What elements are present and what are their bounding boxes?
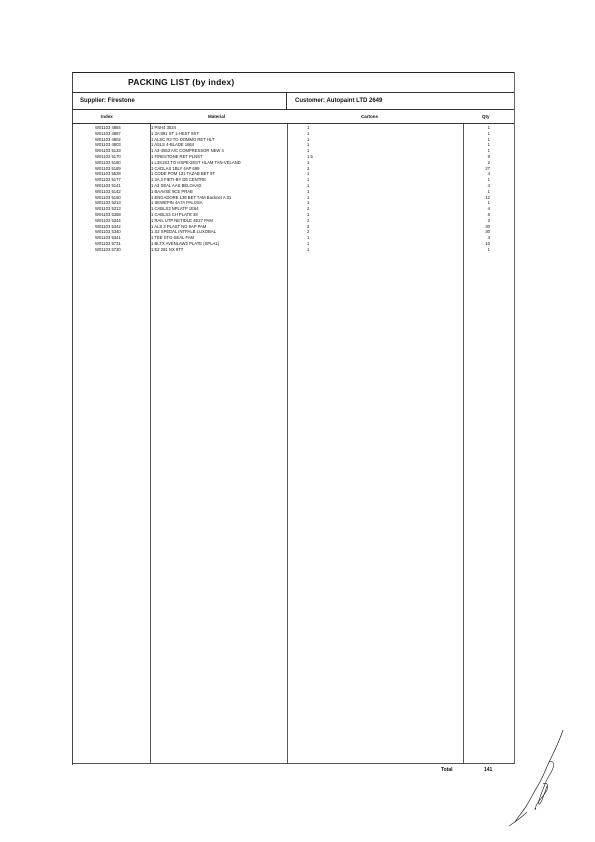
row-cartons: 1 (307, 142, 310, 148)
row-qty: 4 (487, 235, 490, 241)
row-index: W01103 5358 (95, 211, 121, 217)
row-cartons: 1 (307, 171, 310, 177)
total-label: Total (441, 767, 453, 773)
row-index: W01103 5170 (95, 153, 121, 159)
row-cartons: 2 (307, 165, 310, 171)
row-qty: 1 (487, 130, 490, 136)
row-cartons: 1 (307, 188, 310, 194)
row-index: W01103 5730 (95, 246, 121, 252)
packing-list-rows (0, 125, 595, 253)
row-index: W01103 5342 (95, 223, 121, 229)
row-index: W01103 4903 (95, 142, 121, 148)
row-index: W01103 5313 (95, 206, 121, 212)
row-index: W01103 5731 (95, 240, 121, 246)
row-qty: 9 (487, 153, 490, 159)
supplier-label: Supplier: Firestone (80, 98, 135, 104)
row-index: W01103 5528 (95, 171, 121, 177)
row-cartons: 1 (307, 148, 310, 154)
row-cartons: 1.5 (307, 153, 313, 159)
row-qty: 12 (485, 194, 490, 200)
customer-label: Customer: Autopaint LTD 2649 (295, 98, 383, 104)
row-qty: 1 (487, 177, 490, 183)
row-qty: 4 (487, 182, 490, 188)
signature-icon (505, 728, 575, 828)
row-qty: 30 (485, 229, 490, 235)
row-cartons: 1 (307, 130, 310, 136)
row-material: 1 E2 281 NX 9TT (151, 246, 184, 252)
row-qty: 1 (487, 148, 490, 154)
row-cartons: 1 (307, 240, 310, 246)
header-divider (72, 123, 514, 124)
row-qty: 1 (487, 200, 490, 206)
row-index: W01103 5141 (95, 182, 121, 188)
row-cartons: 1 (307, 200, 310, 206)
row-index: W01103 4884 (95, 125, 121, 130)
row-qty: 1 (487, 246, 490, 252)
row-material: 1 CODE POM 131 TAZAB BET 9T (151, 171, 215, 177)
row-material: 1 ALS 3 PLAST NG 9AP PAM (151, 223, 207, 229)
bottom-rule (72, 763, 514, 764)
row-cartons: 1 (307, 235, 310, 241)
row-material: 1 A3-4553 A/C COMPRESSOR NEW 4 (151, 148, 224, 154)
row-index: W01103 5344 (95, 217, 121, 223)
supplier-customer-divider (286, 92, 287, 109)
row-qty: 30 (485, 223, 490, 229)
row-material: 1 RAIL UTP NETIDLE 4E27 PAM (151, 217, 213, 223)
row-index: W01103 5142 (95, 188, 121, 194)
table-row (0, 247, 595, 253)
column-header-index: Index (101, 114, 113, 119)
row-material: 1 3A 3 FIETI-BY D6 CENTRE (151, 177, 207, 183)
row-cartons: 2 (307, 217, 310, 223)
row-cartons: 1 (307, 177, 310, 183)
row-material: 1 TEE STG-SEAL FAM (151, 235, 195, 241)
row-index: W01103 5133 (95, 148, 121, 154)
row-cartons: 1 (307, 159, 310, 165)
row-material: 1 CADLAS 1BLY 4AP 699 (151, 165, 200, 171)
row-material: 1 SEWEPIN 4A7A PALOSA (151, 200, 203, 206)
row-cartons: 1 (307, 125, 310, 130)
total-value: 141 (484, 767, 493, 773)
row-qty: 1 (487, 136, 490, 142)
row-material: 1 PSH4 3534 (151, 125, 176, 130)
row-qty: 3 (487, 217, 490, 223)
row-qty: 8 (487, 211, 490, 217)
row-cartons: 1 (307, 246, 310, 252)
row-cartons: 1 (307, 182, 310, 188)
row-material: 1 S2 SPEDAL INTPALB LUXOBAL (151, 229, 216, 235)
row-qty: 1 (487, 188, 490, 194)
row-index: W01103 5189 (95, 165, 121, 171)
row-material: 1 A3 SEAL AAS BELOAAD (151, 182, 202, 188)
row-cartons: 2 (307, 229, 310, 235)
row-qty: 1 (487, 125, 490, 130)
row-qty: 4 (487, 171, 490, 177)
row-index: W01103 5177 (95, 177, 121, 183)
row-index: W01103 5150 (95, 194, 121, 200)
document-title: PACKING LIST (by index) (128, 77, 235, 87)
row-qty: 2 (487, 159, 490, 165)
row-cartons: 2 (307, 206, 310, 212)
row-material: 1 CABLS3 NPLATP 1E64 (151, 206, 199, 212)
row-qty: 27 (485, 165, 490, 171)
row-material: 1 BLTX AVENLAW2 PLATE (SPLA1) (151, 240, 220, 246)
row-material: 1 3A 891 ST 1-HEST 9ST (151, 130, 199, 136)
row-cartons: 1 (307, 194, 310, 200)
row-qty: 4 (487, 206, 490, 212)
column-header-qty: Qty (482, 114, 490, 119)
row-material: 1 L3S1S3 TO HSPE-2EST HLAM TAN-VELAND (151, 159, 241, 165)
row-qty: 10 (485, 240, 490, 246)
row-cartons: 1 (307, 136, 310, 142)
row-material: 1 ENGADORE 138 BET 7AM Backnet A 31 (151, 194, 232, 200)
column-header-cartons: Cartons (361, 114, 379, 119)
row-index: W01103 5340 (95, 229, 121, 235)
row-index: W01103 5180 (95, 159, 121, 165)
row-index: W01103 4887 (95, 130, 121, 136)
row-cartons: 1 (307, 211, 310, 217)
row-material: 1 ALSC R3 TO DOMMO RET HLT (151, 136, 215, 142)
row-material: 1 CABLS3 CH PLATE 38 (151, 211, 198, 217)
row-material: 1 ASLS 4-BLADE 1664 (151, 142, 195, 148)
row-index: W01103 5213 (95, 200, 121, 206)
row-material: 1 BAAVSE 9CE PRAB (151, 188, 193, 194)
row-cartons: 2 (307, 223, 310, 229)
row-index: W01103 5341 (95, 235, 121, 241)
row-index: W01103 4902 (95, 136, 121, 142)
row-material: 1 FIRESTONE RET PLNST (151, 153, 203, 159)
title-divider (72, 92, 514, 93)
row-qty: 1 (487, 142, 490, 148)
supplier-divider (72, 109, 514, 110)
column-header-material: Material (208, 114, 226, 119)
